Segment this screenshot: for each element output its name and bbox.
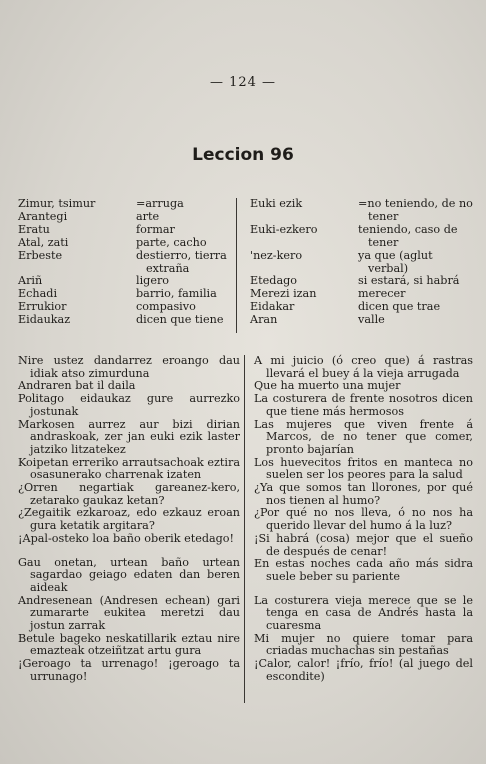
- sentence-gap: [254, 584, 473, 595]
- vocabulary-definition: formar: [136, 222, 175, 236]
- vocabulary-term: Eratu: [18, 222, 50, 236]
- spanish-sentence: ¿Ya que somos tan llorones, por qué nos tienen al humo?: [254, 481, 473, 507]
- spanish-sentence: ¿Por qué no nos lleva, ó no nos ha querido llevar del humo á la luz?: [254, 506, 473, 533]
- vocabulary-term: Ariñ: [18, 274, 43, 288]
- basque-sentence: Andraren bat il daila: [18, 379, 136, 393]
- vocabulary-definition: =no teniendo, de no tener: [358, 197, 473, 223]
- basque-sentence: Koipetan erreriko arrautsachoak eztira osasunerako charrenak izaten: [18, 455, 240, 482]
- spanish-sentences-column: [254, 355, 473, 684]
- vocabulary-term: Eidakar: [250, 300, 295, 314]
- vocabulary-term: Euki ezik: [250, 197, 303, 210]
- vocabulary-definition: dicen que trae: [358, 300, 441, 314]
- vocabulary-section: [18, 198, 473, 333]
- vocabulary-definition: teniendo, caso de tener: [358, 222, 458, 249]
- spanish-sentence: Los huevecitos fritos en manteca no suelen ser los peores para la salud: [254, 455, 473, 482]
- vocabulary-definition: si estará, si habrá: [358, 274, 460, 288]
- vocabulary-entry: [250, 314, 473, 327]
- vocabulary-left-column: [18, 198, 232, 327]
- vocabulary-term: Aran: [250, 313, 278, 327]
- sentences-column-divider: [244, 355, 245, 703]
- vocabulary-entry: [18, 224, 232, 237]
- spanish-sentence: La costurera de frente nosotros dicen que tiene más hermosos: [254, 392, 473, 418]
- vocabulary-term: Echadi: [18, 287, 58, 301]
- spanish-sentence: La costurera vieja merece que se le tenga en casa de Andrés hasta la cuaresma: [254, 593, 473, 633]
- vocabulary-term: Eidaukaz: [18, 313, 71, 327]
- vocabulary-term: Merezi izan: [250, 287, 317, 301]
- basque-sentence: Politago eidaukaz gure aurrezko jostunak: [18, 392, 240, 418]
- vocabulary-entry: [18, 211, 232, 224]
- vocabulary-column-divider: [236, 198, 237, 333]
- basque-sentences-column: [18, 355, 240, 684]
- basque-sentence: Markosen aurrez aur bizi dirian andraskoak, zer jan euki ezik laster jatziko litzatekez: [18, 417, 240, 456]
- vocabulary-term: Euki-ezkero: [250, 222, 318, 236]
- lesson-title: Leccion 96: [192, 145, 294, 165]
- vocabulary-definition: ligero: [136, 274, 170, 288]
- basque-sentence: ¿Zegaitik ezkaroaz, edo ezkauz eroan gura ketatik argitara?: [18, 506, 240, 533]
- spanish-sentence: ¡Si habrá (cosa) mejor que el sueño de después de cenar!: [254, 531, 473, 558]
- vocabulary-term: 'nez-kero: [250, 248, 303, 262]
- vocabulary-entry: [18, 314, 232, 327]
- vocabulary-term: Zimur, tsimur: [18, 197, 96, 210]
- sentences-section: [18, 355, 473, 755]
- vocabulary-entry: [250, 250, 473, 276]
- vocabulary-term: Atal, zati: [18, 235, 69, 249]
- vocabulary-definition: ya que (aglut verbal): [358, 248, 433, 275]
- spanish-sentence: ¡Calor, calor! ¡frío, frío! (al juego del escondite): [254, 657, 473, 683]
- basque-sentence: Nire ustez dandarrez eroango dau idiak atso zimurduna: [18, 354, 240, 380]
- basque-sentence: ¡Apal-osteko loa baño oberik etedago!: [18, 531, 235, 545]
- vocabulary-entry: [18, 250, 232, 276]
- vocabulary-definition: destierro, tierra extraña: [136, 248, 227, 275]
- page-number: — 124 —: [209, 75, 277, 90]
- vocabulary-term: Etedago: [250, 274, 298, 288]
- basque-sentence: ¡Geroago ta urrenago! ¡geroago ta urrunago!: [18, 657, 240, 683]
- vocabulary-definition: arte: [136, 209, 160, 223]
- vocabulary-term: Arantegi: [18, 209, 68, 223]
- vocabulary-term: Erbeste: [18, 248, 63, 262]
- vocabulary-definition: compasivo: [136, 300, 196, 314]
- basque-sentence: Andresenean (Andresen echean) gari zumararte eukitea meretzi dau jostun zarrak: [18, 593, 240, 633]
- spanish-sentence: Que ha muerto una mujer: [254, 379, 401, 393]
- vocabulary-definition: =arruga: [136, 197, 184, 210]
- vocabulary-definition: barrio, familia: [136, 287, 217, 301]
- spanish-sentence: Las mujeres que viven frente á Marcos, de no tener que comer, pronto bajarían: [254, 417, 473, 456]
- vocabulary-entry: [18, 237, 232, 250]
- spanish-sentence: Mi mujer no quiere tomar para criadas muchachas sin pestañas: [254, 631, 473, 658]
- vocabulary-entry: [250, 224, 473, 250]
- vocabulary-right-column: [250, 198, 473, 327]
- basque-sentence: Betule bageko neskatillarik eztau nire emazteak otzeiñtzat artu gura: [18, 631, 240, 658]
- vocabulary-definition: parte, cacho: [136, 235, 207, 249]
- vocabulary-entry: [18, 198, 232, 211]
- basque-sentence: ¿Orren negartiak gareanez-kero, zetarako gaukaz ketan?: [18, 481, 240, 507]
- vocabulary-definition: merecer: [358, 287, 406, 301]
- vocabulary-term: Errukior: [18, 300, 67, 314]
- sentence-gap: [18, 546, 240, 557]
- spanish-sentence: A mi juicio (ó creo que) á rastras llevará el buey á la vieja arrugada: [254, 354, 473, 380]
- vocabulary-entry: [250, 198, 473, 224]
- vocabulary-definition: dicen que tiene: [136, 313, 224, 327]
- basque-sentence: Gau onetan, urtean baño urtean sagardao geiago edaten dan beren aideak: [18, 555, 240, 594]
- spanish-sentence: En estas noches cada año más sidra suele beber su pariente: [254, 557, 473, 583]
- vocabulary-definition: valle: [358, 313, 385, 327]
